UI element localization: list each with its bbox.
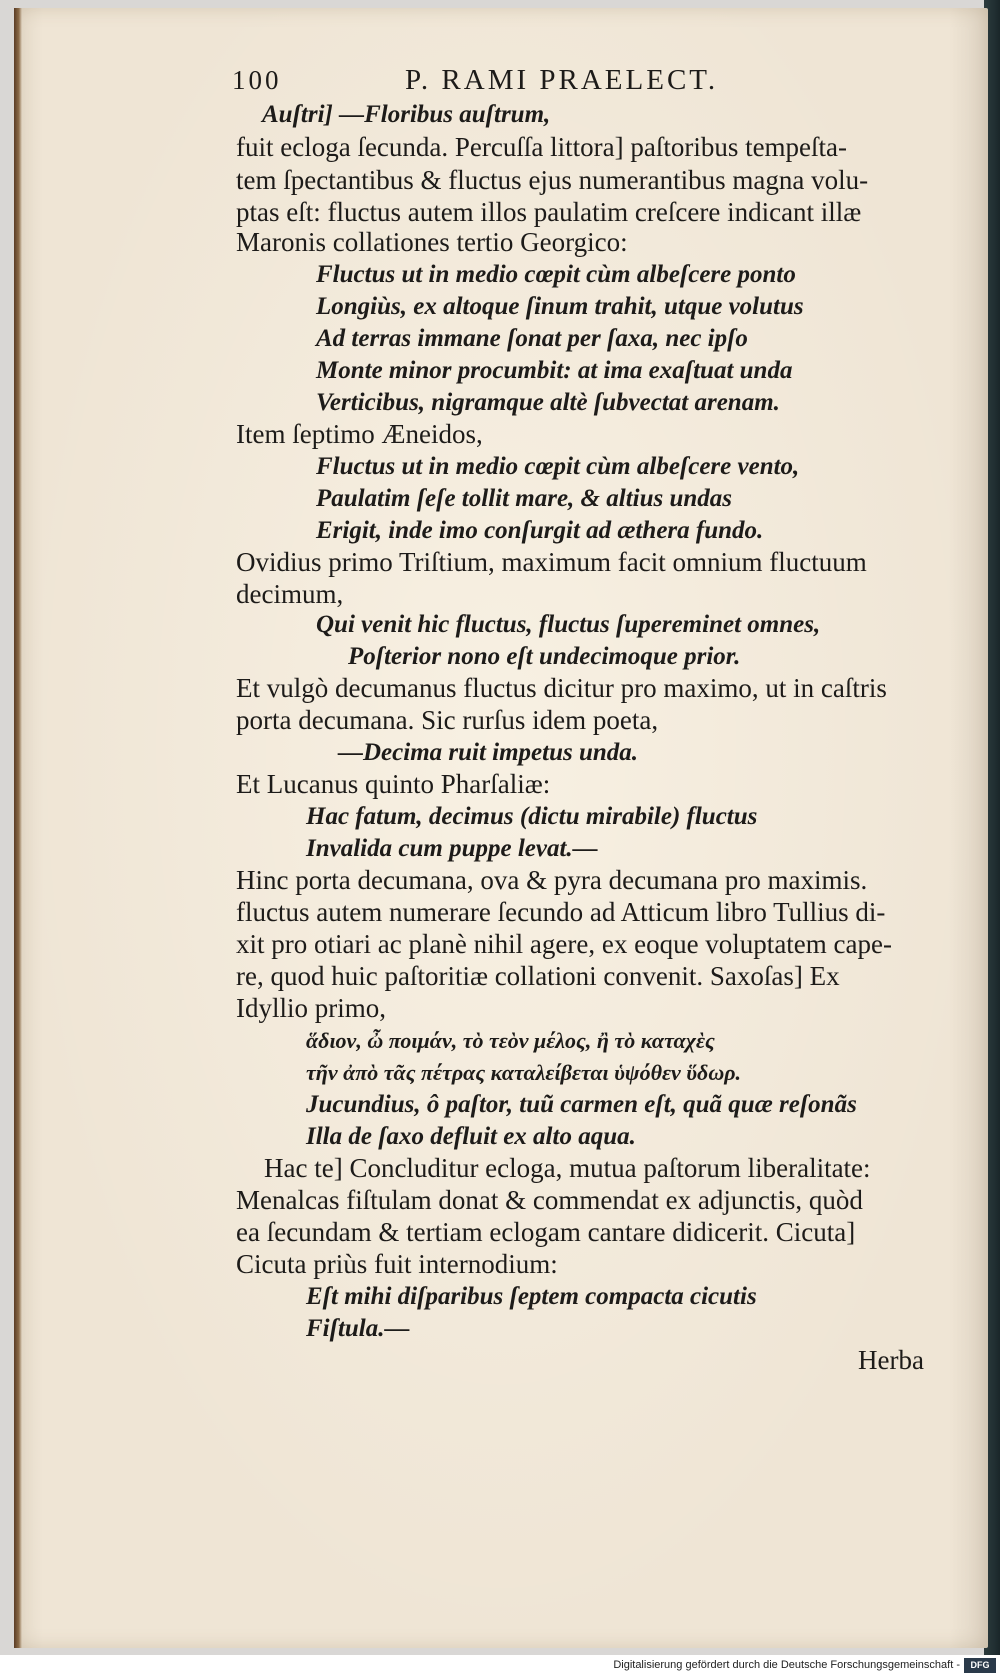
verse-line: Poſterior nono eſt undecimoque prior. xyxy=(348,643,741,670)
verse-line: Hac fatum, decimus (dictu mirabile) fluctus xyxy=(306,803,758,830)
text-line: ptas eſt: fluctus autem illos paulatim creſcere indicant illæ xyxy=(236,197,862,227)
text-line: fuit ecloga ſecunda. Percuſſa littora] paſtoribus tempeſta- xyxy=(236,132,848,162)
verse-line: Illa de ſaxo defluit ex alto aqua. xyxy=(306,1123,636,1150)
text-line: Auſtri] —Floribus auſtrum, xyxy=(262,101,551,128)
verse-line: Verticibus, nigramque altè ſubvectat arenam. xyxy=(316,389,780,416)
verse-line: Monte minor procumbit: at ima exaſtuat unda xyxy=(316,357,793,384)
verse-line: —Decima ruit impetus unda. xyxy=(338,739,639,766)
verse-line: Fiſtula.— xyxy=(306,1315,410,1342)
text-line: ea ſecundam & tertiam eclogam cantare didicerit. Cicuta] xyxy=(236,1217,856,1247)
text-line: Maronis collationes tertio Georgico: xyxy=(236,227,628,257)
text-line: xit pro otiari ac planè nihil agere, ex eoque voluptatem cape- xyxy=(236,929,892,959)
running-head: P. RAMI PRAELECT. xyxy=(405,64,719,96)
text-line: tem ſpectantibus & fluctus ejus numerantibus magna volu- xyxy=(236,165,869,195)
verse-line: Fluctus ut in medio cœpit cùm albeſcere vento, xyxy=(316,453,800,480)
catchword: Herba xyxy=(858,1345,924,1375)
text-line: Cicuta priùs fuit internodium: xyxy=(236,1249,558,1279)
footer-credit: Digitalisierung gefördert durch die Deutsche Forschungsgemeinschaft - xyxy=(613,1659,960,1671)
text-line: fluctus autem numerare ſecundo ad Atticum libro Tullius di- xyxy=(236,897,886,927)
dfg-logo-icon: DFG xyxy=(964,1658,996,1673)
verse-line: Fluctus ut in medio cœpit cùm albeſcere ponto xyxy=(316,261,796,288)
text-line: re, quod huic paſtoritiæ collationi convenit. Saxoſas] Ex xyxy=(236,961,840,991)
text-line: decimum, xyxy=(236,579,344,609)
greek-verse-line: ἅδιον, ὦ ποιμάν, τὸ τεὸν μέλος, ἢ τὸ καταχὲς xyxy=(306,1028,715,1053)
text-line: Et vulgò decumanus fluctus dicitur pro maximo, ut in caſtris xyxy=(236,673,887,703)
verse-line: Invalida cum puppe levat.— xyxy=(306,835,598,862)
text-line: Menalcas fiſtulam donat & commendat ex adjunctis, quòd xyxy=(236,1185,863,1215)
text-line: Et Lucanus quinto Pharſaliæ: xyxy=(236,769,551,799)
verse-line: Erigit, inde imo conſurgit ad æthera fundo. xyxy=(316,517,764,544)
text-line: porta decumana. Sic rurſus idem poeta, xyxy=(236,705,659,735)
verse-line: Eſt mihi diſparibus ſeptem compacta cicutis xyxy=(306,1283,757,1310)
text-line: Ovidius primo Triſtium, maximum facit omnium fluctuum xyxy=(236,547,867,577)
greek-verse-line: τῆν ἀπὸ τᾶς πέτρας καταλείβεται ὑψόθεν ὕδωρ. xyxy=(306,1060,742,1085)
text-line: Hinc porta decumana, ova & pyra decumana pro maximis. xyxy=(236,865,868,895)
verse-line: Paulatim ſeſe tollit mare, & altius undas xyxy=(316,485,733,512)
digitization-footer xyxy=(0,1655,1000,1676)
text-line: Hac te] Concluditur ecloga, mutua paſtorum liberalitate: xyxy=(264,1153,871,1183)
text-line: Idyllio primo, xyxy=(236,993,386,1023)
page-gutter-shadow xyxy=(14,8,22,1648)
page-number: 100 xyxy=(232,65,282,95)
verse-line: Ad terras immane ſonat per ſaxa, nec ipſo xyxy=(316,325,748,352)
text-line: Item ſeptimo Æneidos, xyxy=(236,419,483,449)
verse-line: Longiùs, ex altoque ſinum trahit, utque volutus xyxy=(316,293,804,320)
verse-line: Qui venit hic fluctus, fluctus ſupereminet omnes, xyxy=(316,611,821,638)
verse-line: Jucundius, ô paſtor, tuũ carmen eſt, quã quæ reſonãs xyxy=(306,1091,857,1118)
